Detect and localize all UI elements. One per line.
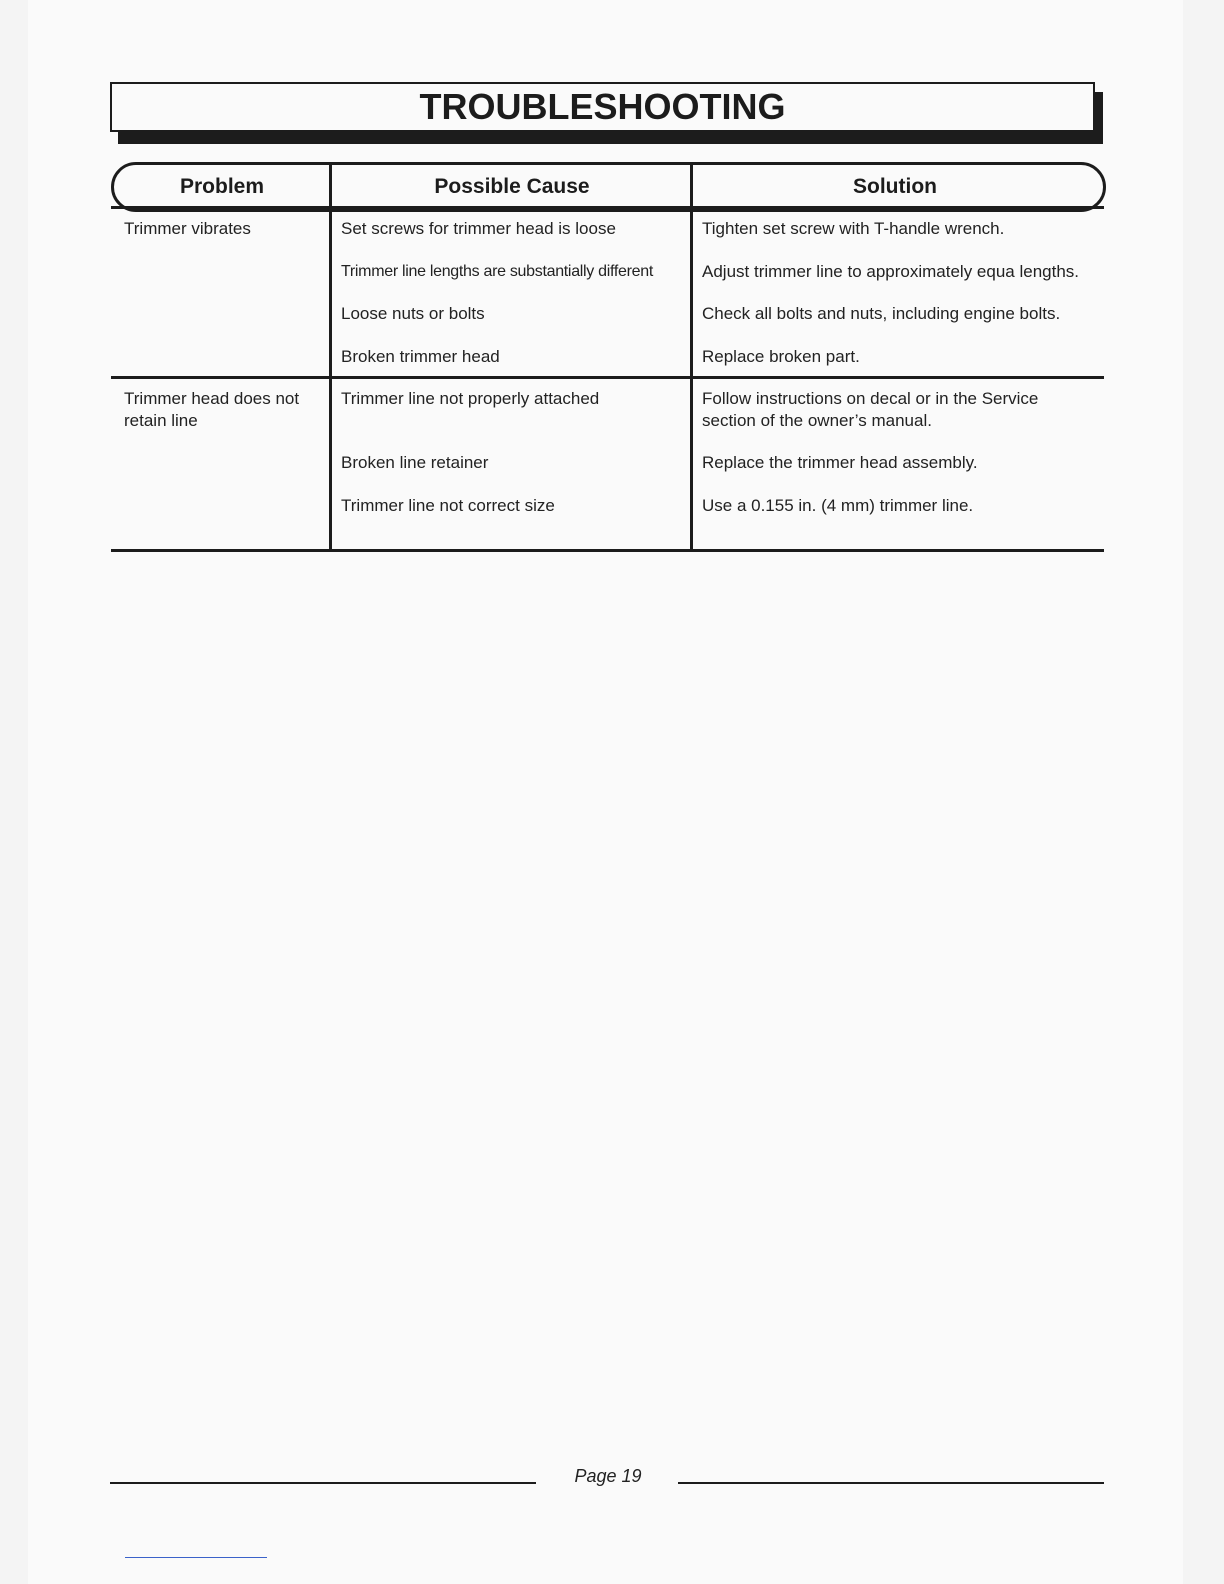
- header-bottom-rule: [111, 206, 1104, 209]
- cause-cell: Broken trimmer head: [341, 347, 500, 366]
- row-group-divider: [111, 376, 1104, 379]
- header-solution: Solution: [853, 175, 937, 198]
- cause-cell: Trimmer line lengths are substantially different: [341, 263, 653, 280]
- problem-cell: Trimmer vibrates: [124, 219, 251, 238]
- header-possible-cause: Possible Cause: [434, 175, 590, 198]
- cause-cell: Trimmer line not properly attached: [341, 389, 600, 408]
- solution-cell: Use a 0.155 in. (4 mm) trimmer line.: [702, 496, 974, 515]
- solution-cell: Replace broken part.: [702, 347, 860, 366]
- cause-cell: Loose nuts or bolts: [341, 304, 485, 323]
- page-number: Page 19: [574, 1466, 642, 1486]
- footer-rule-right: [678, 1482, 1104, 1484]
- solution-cell: Tighten set screw with T-handle wrench.: [702, 219, 1005, 238]
- problem-cell: Trimmer head does not retain line: [124, 389, 300, 430]
- column-divider: [690, 163, 693, 552]
- cause-cell: Set screws for trimmer head is loose: [341, 219, 616, 238]
- column-divider: [329, 163, 332, 552]
- page-title: TROUBLESHOOTING: [110, 82, 1095, 132]
- cause-cell: Broken line retainer: [341, 453, 489, 472]
- header-problem: Problem: [179, 175, 265, 198]
- link-underline: [125, 1557, 267, 1558]
- solution-cell: Check all bolts and nuts, including engine bolts.: [702, 304, 1061, 323]
- cause-cell: Trimmer line not correct size: [341, 496, 555, 515]
- solution-cell: Replace the trimmer head assembly.: [702, 453, 978, 472]
- footer-rule-left: [110, 1482, 536, 1484]
- solution-cell: Follow instructions on decal or in the Service section of the owner’s manual.: [702, 389, 1039, 430]
- solution-cell: Adjust trimmer line to approximately equa lengths.: [702, 262, 1080, 281]
- table-bottom-rule: [111, 549, 1104, 552]
